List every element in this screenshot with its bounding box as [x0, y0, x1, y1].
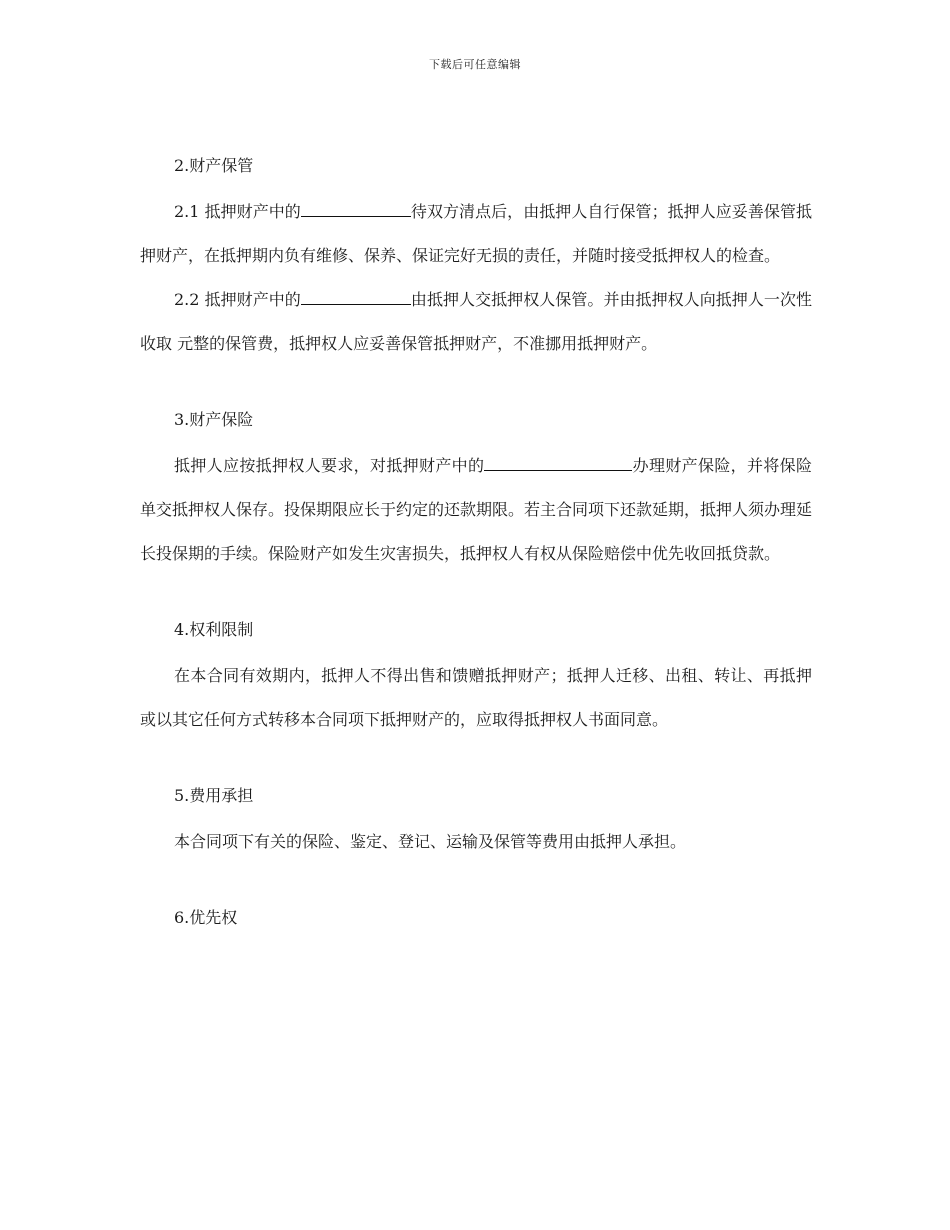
fill-in-blank[interactable] [484, 452, 632, 471]
clause-3-rest: 办理财产保险，并将保险单交抵押权人保存。投保期限应长于约定的还款期限。若主合同项下还款延期，抵押人须办理延长投保期的手续。保险财产如发生灾害损失，抵押权人有权从保险赔偿中优先收回抵贷款。 [140, 456, 813, 563]
clause-3-lead: 抵押人应按抵押权人要求，对抵押财产中的 [174, 456, 485, 475]
section-heading-property-custody: 2.财产保管 [174, 156, 254, 175]
clause-2-2-lead: 2.2 抵押财产中的 [174, 290, 301, 309]
clause-2-2 [140, 278, 812, 366]
section-heading-priority: 6.优先权 [174, 908, 238, 927]
clause-2-1-lead: 2.1 抵押财产中的 [174, 202, 301, 221]
document-body [140, 150, 812, 934]
clause-4: 在本合同有效期内，抵押人不得出售和馈赠抵押财产；抵押人迁移、出租、转让、再抵押或以其它任何方式转移本合同项下抵押财产的，应取得抵押权人书面同意。 [140, 666, 812, 729]
clause-2-1 [140, 190, 812, 278]
fill-in-blank[interactable] [301, 198, 411, 217]
fill-in-blank[interactable] [301, 286, 411, 305]
section-heading-property-insurance: 3.财产保险 [174, 410, 254, 429]
clause-2-1-rest: 待双方清点后，由抵押人自行保管；抵押人应妥善保管抵押财产，在抵押期内负有维修、保养、保证完好无损的责任，并随时接受抵押权人的检查。 [140, 202, 812, 265]
section-heading-rights-restriction: 4.权利限制 [174, 620, 254, 639]
clause-5: 本合同项下有关的保险、鉴定、登记、运输及保管等费用由抵押人承担。 [174, 832, 687, 851]
clause-3 [140, 444, 812, 576]
clause-2-2-rest: 由抵押人交抵押权人保管。并由抵押权人向抵押人一次性收取 元整的保管费，抵押权人应妥善保管抵押财产，不准挪用抵押财产。 [140, 290, 812, 353]
page-header: 下载后可任意编辑 [429, 58, 521, 71]
section-heading-cost-bearing: 5.费用承担 [174, 786, 254, 805]
